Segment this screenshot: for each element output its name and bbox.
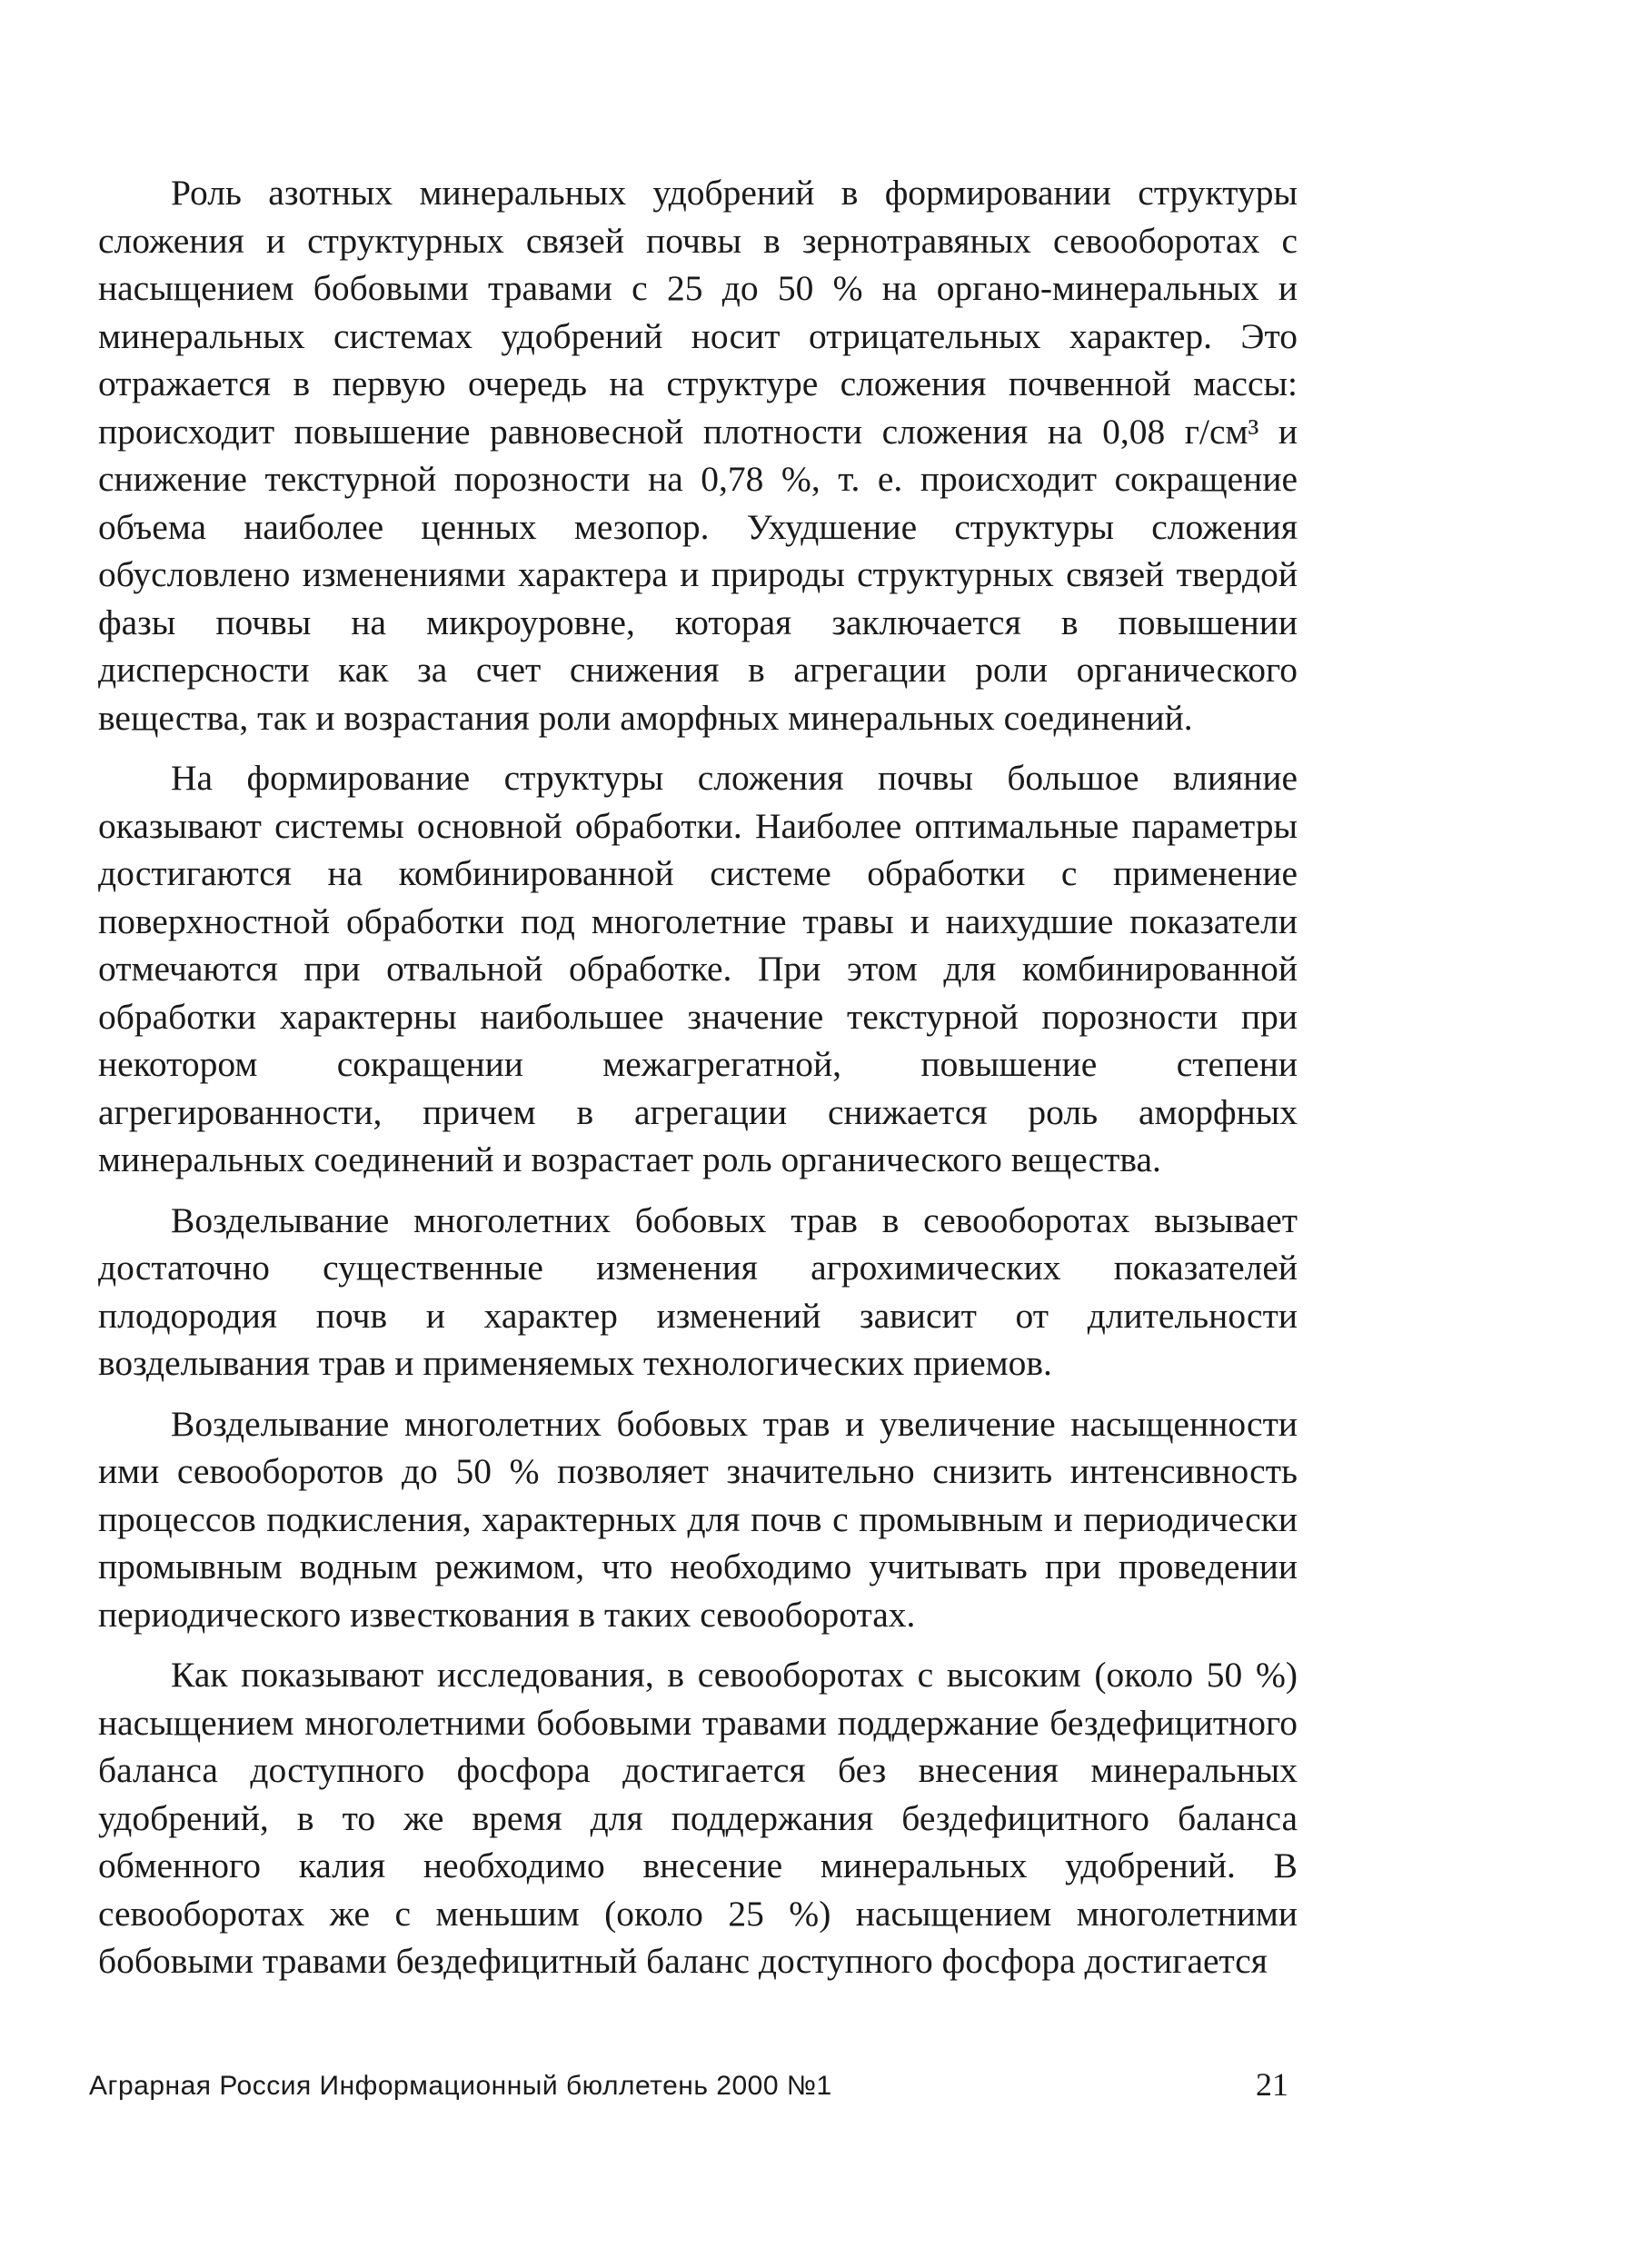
page-footer <box>89 2068 1288 2114</box>
paragraph-3: Возделывание многолетних бобовых трав в севооборотах вызывает достаточно существенные изменения агрохимических показателей плодородия почв и характер изменений зависит от длительности возделывания трав и применяемых технологических приемов. <box>98 1199 1298 1383</box>
page-number: 21 <box>1256 2066 1288 2103</box>
paragraph-2: На формирование структуры сложения почвы большое влияние оказывают системы основной обработки. Наиболее оптимальные параметры достигаются на комбинированной системе обработки с применение поверхностной обработки под многолетние травы и наихудшие показатели отмечаются при отвальной обработке. При этом для комбинированной обработки характерны наибольшее значение текстурной порозности при некотором сокращении межагрегатной, повышение степени агрегированности, причем в агрегации снижается роль аморфных минеральных соединений и возрастает роль органического вещества. <box>98 758 1298 1179</box>
footer-journal-title: Аграрная Россия Информационный бюллетень 2000 №1 <box>89 2071 832 2101</box>
paragraph-1: Роль азотных минеральных удобрений в формировании структуры сложения и структурных связей почвы в зернотравяных севооборотах с насыщением бобовыми травами с 25 до 50 % на органо-минеральных и минеральных системах удобрений носит отрицательных характер. Это отражается в первую очередь на структуре сложения почвенной массы: происходит повышение равновесной плотности сложения на 0,08 г/см³ и снижение текстурной порозности на 0,78 %, т. е. происходит сокращение объема наиболее ценных мезопор. Ухудшение структуры сложения обусловлено изменениями характера и природы структурных связей твердой фазы почвы на микроуровне, которая заключается в повышении дисперсности как за счет снижения в агрегации роли органического вещества, так и возрастания роли аморфных минеральных соединений. <box>98 173 1298 738</box>
body-text <box>98 169 1298 1998</box>
paragraph-4: Возделывание многолетних бобовых трав и увеличение насыщенности ими севооборотов до 50 % позволяет значительно снизить интенсивность процессов подкисления, характерных для почв с промывным и периодически промывным водным режимом, что необходимо учитывать при проведении периодического известкования в таких севооборотах. <box>98 1403 1298 1635</box>
paragraph-5: Как показывают исследования, в севооборотах с высоким (около 50 %) насыщением многолетними бобовыми травами поддержание бездефицитного баланса доступного фосфора достигается без внесения минеральных удобрений, в то же время для поддержания бездефицитного баланса обменного калия необходимо внесение минеральных удобрений. В севооборотах же с меньшим (около 25 %) насыщением многолетними бобовыми травами бездефицитный баланс доступного фосфора достигается <box>98 1655 1298 1981</box>
